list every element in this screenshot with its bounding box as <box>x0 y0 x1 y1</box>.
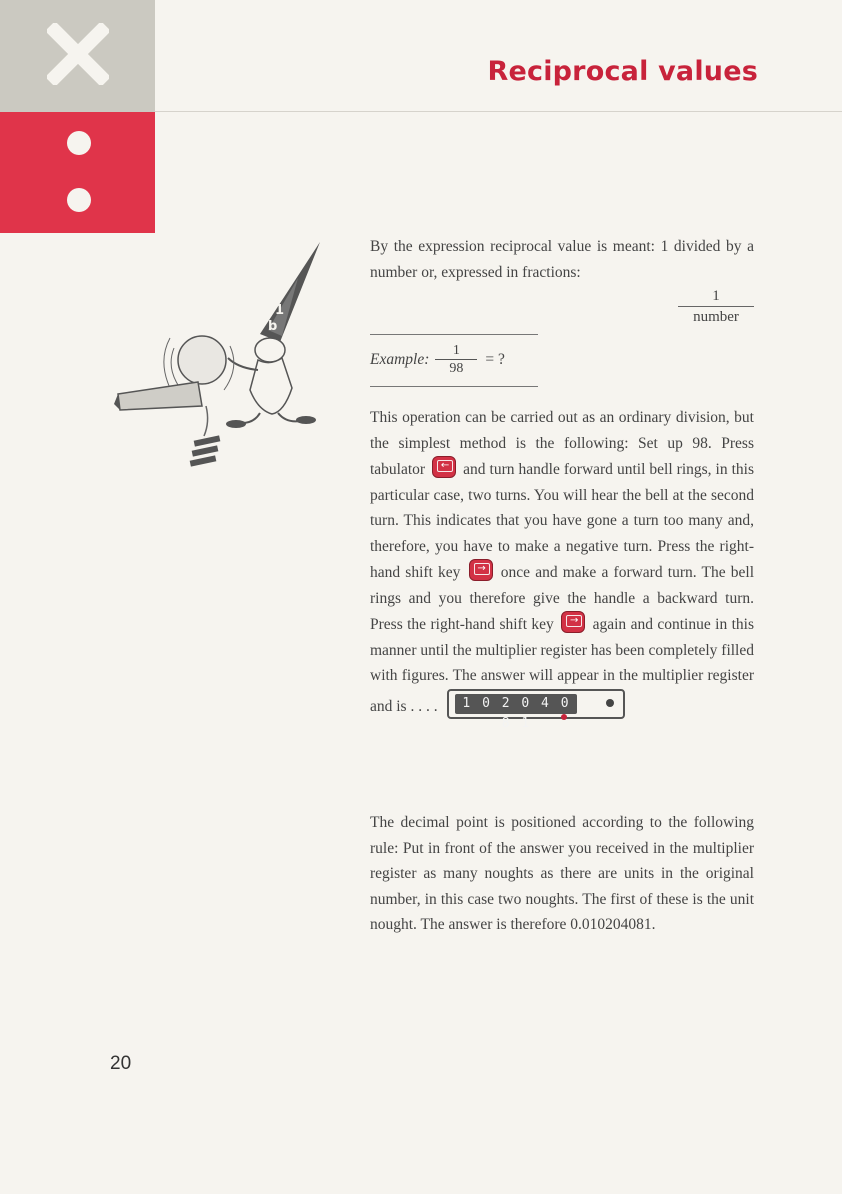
method-text-1: This operation can be carried out as an ordinary division, but the simplest method is the following: Set up 98. Press tabulator <box>370 409 754 478</box>
tabulator-key-icon: ← <box>432 456 456 478</box>
fraction-numerator: 1 <box>712 288 720 304</box>
hat-label-num: 1 <box>275 303 285 318</box>
example-label: Example: <box>370 351 430 368</box>
page-title: Reciprocal values <box>487 56 758 87</box>
example-denominator: 98 <box>435 359 477 378</box>
intro-text: By the expression reciprocal value is meant: 1 divided by a number or, expressed in fractions: <box>370 238 754 281</box>
method-text-2: and turn handle forward until bell rings, in this particular case, two turns. You will hear the bell at the second turn. This indicates that you have gone a turn too many and, therefore, you have to make a negative turn. Press the right-hand shift key <box>370 461 755 581</box>
division-dot-icon <box>67 188 91 212</box>
decimal-rule-paragraph <box>370 810 754 938</box>
division-red-block <box>0 112 155 233</box>
fraction-denominator: number <box>678 306 754 327</box>
register-dot-icon <box>606 699 614 707</box>
intro-paragraph <box>370 234 754 285</box>
example-block <box>370 340 505 380</box>
example-equals: = ? <box>485 351 505 368</box>
shift-key-icon: → <box>469 559 493 581</box>
hat-label-den: b <box>268 319 278 334</box>
division-dot-icon <box>67 131 91 155</box>
register-marker <box>561 714 567 720</box>
page-number: 20 <box>110 1053 132 1074</box>
method-text-3: once and make a forward turn. The bell rings and you therefore give the handle a backward turn. Press the right-hand shift key <box>370 564 755 633</box>
multiply-icon <box>47 23 109 85</box>
method-text-4: again and continue in this manner until the multiplier register has been completely filled with figures. The answer will appear in the multiplier register and is . . . . <box>370 616 754 715</box>
example-fraction <box>435 343 477 378</box>
method-paragraph <box>370 405 755 731</box>
header-gray-block <box>0 0 155 112</box>
gnome-illustration <box>110 238 330 468</box>
intro-fraction <box>678 286 754 327</box>
example-numerator: 1 <box>452 342 460 358</box>
example-rule-bottom <box>370 386 538 387</box>
multiplier-register <box>447 689 625 731</box>
example-rule-top <box>370 334 538 335</box>
register-digits: 1 0 2 0 4 0 8 1 <box>455 694 577 714</box>
decimal-rule-text: The decimal point is positioned according to the following rule: Put in front of the answer you received in the multiplier register as many noughts as there are units in the original number, in this case two noughts. The first of these is the unit nought. The answer is therefore 0.010204081. <box>370 814 754 933</box>
shift-key-icon: → <box>561 611 585 633</box>
header-rule <box>155 111 842 112</box>
